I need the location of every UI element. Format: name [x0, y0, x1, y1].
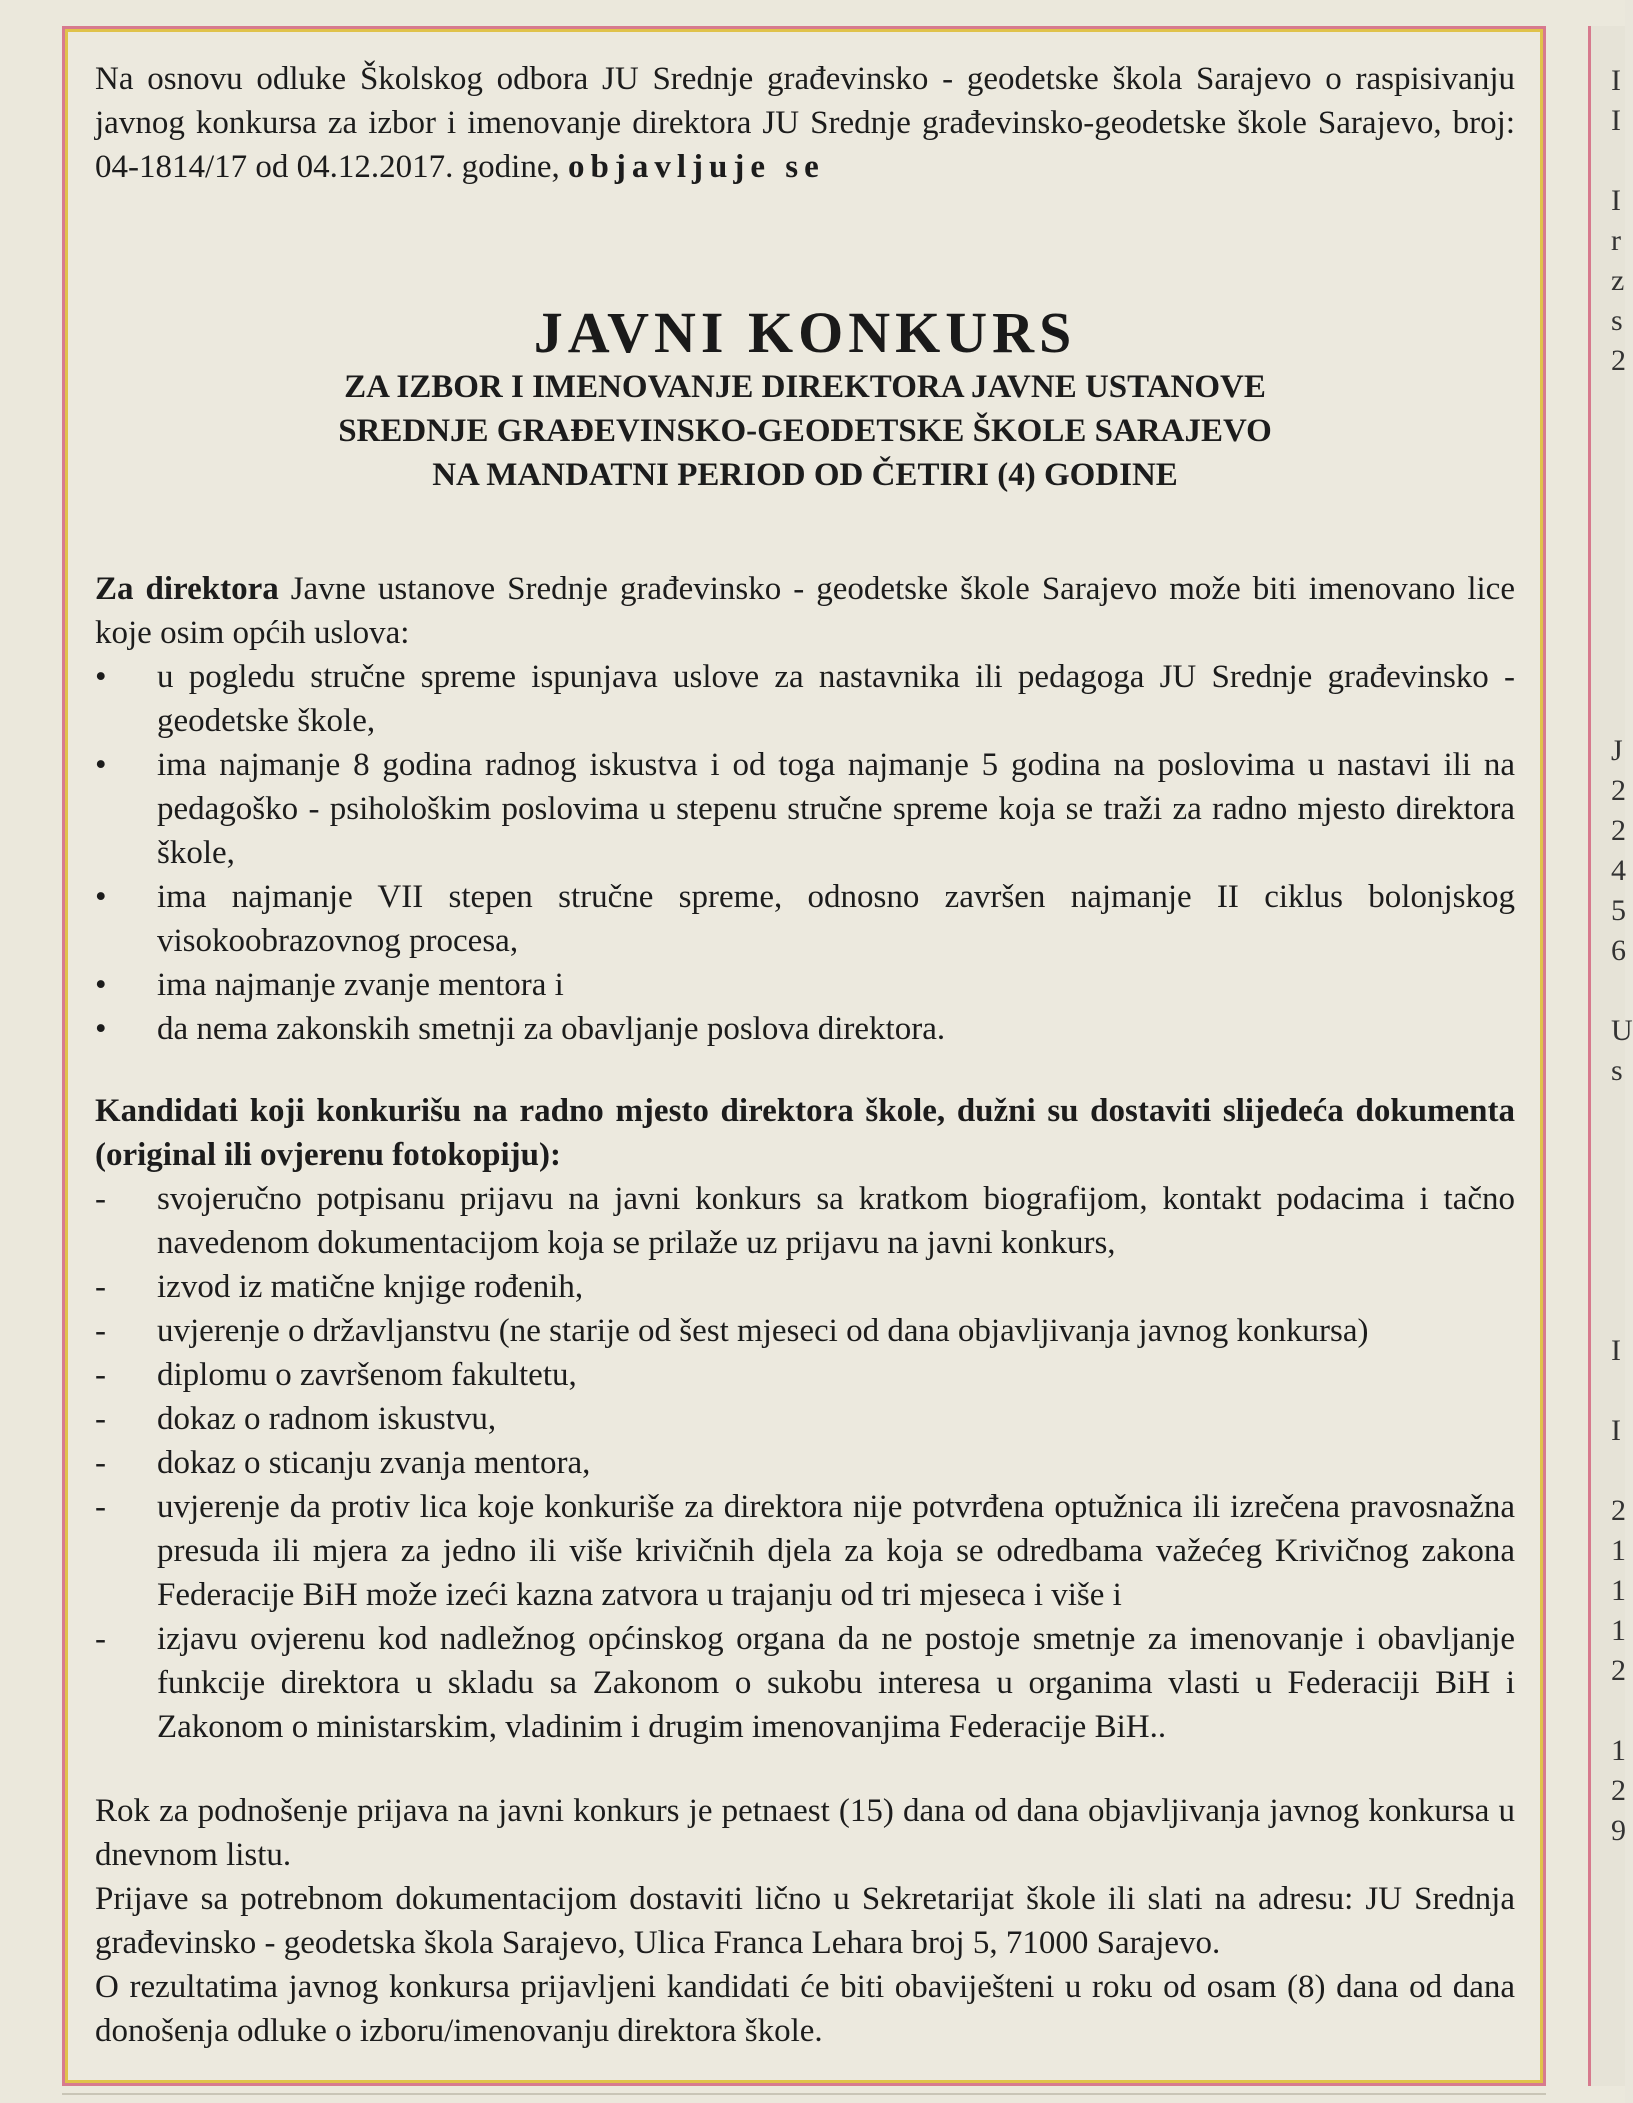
job-ad-content: [95, 57, 1515, 2053]
requirements-list: [95, 655, 1515, 1051]
dash-marker: -: [95, 1621, 106, 1657]
edge-char: s: [1611, 304, 1623, 337]
intro-paragraph: [95, 57, 1515, 189]
edge-char: 2: [1611, 774, 1626, 807]
requirement-item: [95, 655, 1515, 743]
documents-list: [95, 1177, 1515, 1749]
document-item: [95, 1617, 1515, 1749]
document-text: uvjerenje da protiv lica koje konkuriše za direktora nije potvrđena optužnica ili izrečena pravosnažna presuda ili mjera za jedno ili više krivičnih djela za koja se odredbama važećeg Krivičnog zakona Federacije BiH može izeći kazna zatvora u trajanju od tri mjeseca i više i: [157, 1489, 1515, 1613]
dash-marker: -: [95, 1181, 106, 1217]
edge-char: 1: [1611, 1534, 1626, 1567]
submission-paragraph: Prijave sa potrebnom dokumentacijom dostaviti lično u Sekretarijat škole ili slati na adresu: JU Srednja građevinsko - geodetska škola Sarajevo, Ulica Franca Lehara broj 5, 71000 Sarajevo.: [95, 1881, 1515, 1961]
edge-char: I: [1611, 64, 1621, 97]
edge-char: 2: [1611, 1494, 1626, 1527]
bullet-marker: •: [95, 747, 107, 783]
requirement-text: ima najmanje 8 godina radnog iskustva i od toga najmanje 5 godina na poslovima u nastavi ili na pedagoško - psihološkim poslovima u stepenu stručne spreme koja se traži za radno mjesto direktora škole,: [157, 747, 1515, 871]
title-block: [95, 301, 1515, 497]
ad-subtitle-line-1: ZA IZBOR I IMENOVANJE DIREKTORA JAVNE USTANOVE: [344, 369, 1266, 405]
documents-section: [95, 1089, 1515, 1749]
ad-subtitle-line-2: SREDNJE GRAĐEVINSKO-GEODETSKE ŠKOLE SARAJEVO: [338, 413, 1272, 449]
dash-marker: -: [95, 1313, 106, 1349]
edge-char: 2: [1611, 344, 1626, 377]
edge-char: J: [1611, 734, 1623, 767]
requirement-item: [95, 1007, 1515, 1051]
requirement-item: [95, 743, 1515, 875]
bottom-rule: [62, 2093, 1546, 2095]
document-item: [95, 1485, 1515, 1617]
document-text: svojeručno potpisanu prijavu na javni konkurs sa kratkom biografijom, kontakt podacima i tačno navedenom dokumentacijom koja se prilaže uz prijavu na javni konkurs,: [157, 1181, 1515, 1261]
edge-char: s: [1611, 1054, 1623, 1087]
dash-marker: -: [95, 1401, 106, 1437]
bullet-marker: •: [95, 1011, 107, 1047]
edge-char: 2: [1611, 1654, 1626, 1687]
requirement-text: u pogledu stručne spreme ispunjava uslove za nastavnika ili pedagoga JU Srednje građevinsko - geodetske škole,: [157, 659, 1515, 739]
document-item: [95, 1353, 1515, 1397]
document-item: [95, 1397, 1515, 1441]
edge-char: I: [1611, 1414, 1621, 1447]
edge-char: I: [1611, 184, 1621, 217]
job-ad-frame: [62, 26, 1546, 2086]
dash-marker: -: [95, 1489, 106, 1525]
requirements-intro: [95, 567, 1515, 655]
edge-char: 6: [1611, 934, 1626, 967]
edge-char: 5: [1611, 894, 1626, 927]
edge-char: z: [1611, 264, 1625, 297]
document-text: izjavu ovjerenu kod nadležnog općinskog organa da ne postoje smetnje za imenovanje i obavljanje funkcije direktora u skladu sa Zakonom o sukobu interesa u organima vlasti u Federaciji BiH i Zakonom o ministarskim, vladinim i drugim imenovanjima Federacije BiH..: [157, 1621, 1515, 1745]
deadline-paragraph: Rok za podnošenje prijava na javni konkurs je petnaest (15) dana od dana objavljivanja javnog konkursa u dnevnom listu.: [95, 1793, 1515, 1873]
bullet-marker: •: [95, 659, 107, 695]
ad-title: JAVNI KONKURS: [533, 300, 1077, 365]
edge-char: 2: [1611, 814, 1626, 847]
edge-char: 2: [1611, 1774, 1626, 1807]
notification-paragraph: O rezultatima javnog konkursa prijavljeni kandidati će biti obaviješteni u roku od osam (8) dana od dana donošenja odluke o izboru/imenovanju direktora škole.: [95, 1969, 1515, 2049]
document-item: [95, 1309, 1515, 1353]
edge-char: I: [1611, 1334, 1621, 1367]
document-text: dokaz o sticanju zvanja mentora,: [157, 1445, 591, 1481]
requirement-text: ima najmanje VII stepen stručne spreme, odnosno završen najmanje II ciklus bolonjskog visokoobrazovnog procesa,: [157, 879, 1515, 959]
document-item: [95, 1441, 1515, 1485]
requirement-text: da nema zakonskih smetnji za obavljanje poslova direktora.: [157, 1011, 946, 1047]
requirement-item: [95, 963, 1515, 1007]
closing-section: [95, 1789, 1515, 2053]
edge-char: 4: [1611, 854, 1626, 887]
requirement-text: ima najmanje zvanje mentora i: [157, 967, 564, 1003]
dash-marker: -: [95, 1269, 106, 1305]
edge-char: I: [1611, 104, 1621, 137]
edge-char: 1: [1611, 1574, 1626, 1607]
edge-char: 1: [1611, 1734, 1626, 1767]
edge-char: 1: [1611, 1614, 1626, 1647]
edge-char: 9: [1611, 1814, 1626, 1847]
edge-char: r: [1611, 224, 1621, 257]
documents-heading-text: Kandidati koji konkurišu na radno mjesto direktora škole, dužni su dostaviti slijedeća dokumenta (original ili ovjerenu fotokopiju):: [95, 1093, 1515, 1173]
document-text: dokaz o radnom iskustvu,: [157, 1401, 497, 1437]
document-text: diplomu o završenom fakultetu,: [157, 1357, 577, 1393]
requirements-section: [95, 567, 1515, 1051]
dash-marker: -: [95, 1445, 106, 1481]
documents-heading: [95, 1089, 1515, 1177]
document-item: [95, 1265, 1515, 1309]
requirement-item: [95, 875, 1515, 963]
document-text: uvjerenje o državljanstvu (ne starije od šest mjeseci od dana objavljivanja javnog konkursa): [157, 1313, 1369, 1349]
bullet-marker: •: [95, 967, 107, 1003]
document-item: [95, 1177, 1515, 1265]
intro-text: Na osnovu odluke Školskog odbora JU Srednje građevinsko - geodetske škola Sarajevo o raspisivanju javnog konkursa za izbor i imenovanje direktora JU Srednje građevinsko-geodetske škole Sarajevo, broj: 04-1814/17 od 04.12.2017. godine,: [95, 61, 1515, 185]
intro-action: objavljuje se: [567, 149, 825, 185]
requirements-text: Javne ustanove Srednje građevinsko - geodetske škole Sarajevo može biti imenovano lice koje osim općih uslova:: [95, 571, 1515, 651]
requirements-lead: Za direktora: [95, 571, 279, 607]
edge-char: U: [1611, 1014, 1633, 1047]
adjacent-column-edge: [1588, 26, 1633, 2086]
bullet-marker: •: [95, 879, 107, 915]
document-text: izvod iz matične knjige rođenih,: [157, 1269, 584, 1305]
ad-subtitle-line-3: NA MANDATNI PERIOD OD ČETIRI (4) GODINE: [432, 457, 1178, 493]
dash-marker: -: [95, 1357, 106, 1393]
